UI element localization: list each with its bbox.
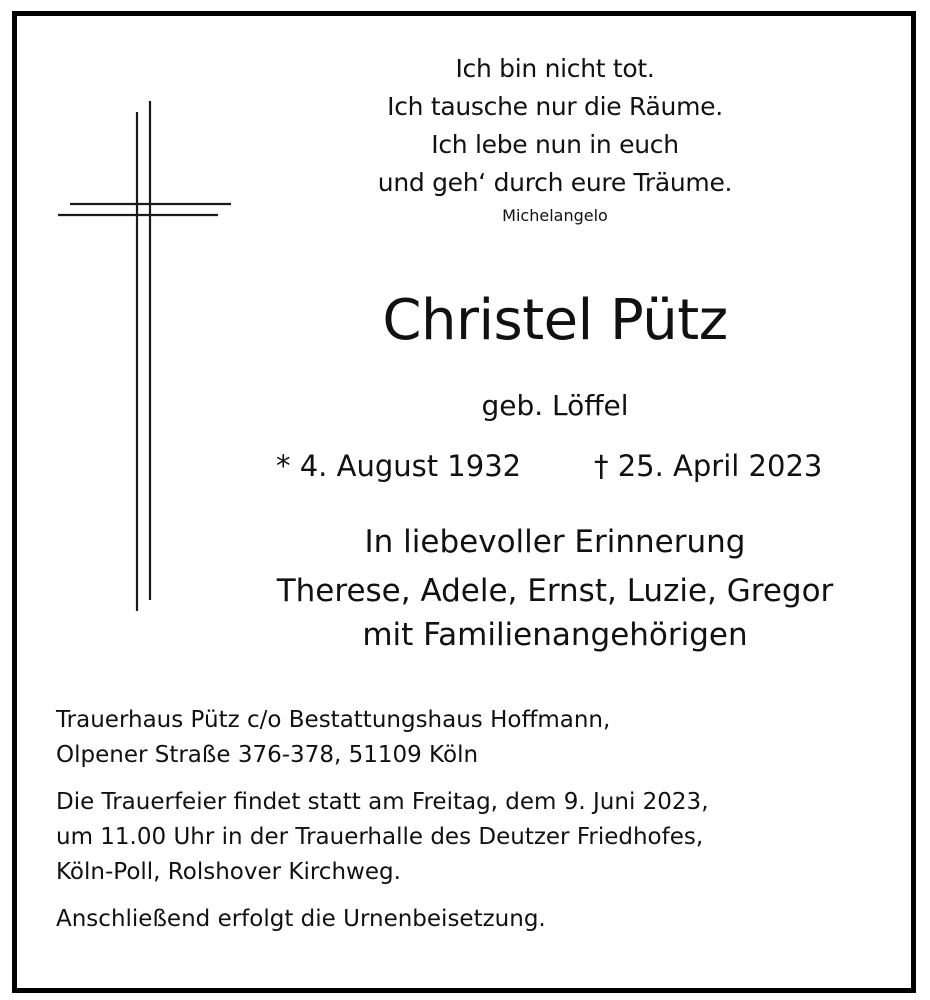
poem-author: Michelangelo <box>502 206 608 225</box>
poem-line: und geh‘ durch eure Träume. <box>377 168 733 197</box>
service-line: Die Trauerfeier findet statt am Freitag, dem 9. Juni 2023, <box>56 789 709 815</box>
family-block <box>230 520 880 657</box>
death-date: † 25. April 2023 <box>594 449 823 483</box>
family-relatives: mit Familienangehörigen <box>362 617 748 653</box>
poem-line: Ich tausche nur die Räume. <box>387 92 723 121</box>
maiden-name: geb. Löffel <box>481 389 629 422</box>
service-line: Köln-Poll, Rolshover Kirchweg. <box>56 859 401 885</box>
poem-line: Ich bin nicht tot. <box>455 54 655 83</box>
service-block <box>56 785 876 890</box>
poem-line: Ich lebe nun in euch <box>431 130 679 159</box>
poem-block <box>230 50 880 227</box>
burial-block <box>56 902 876 937</box>
service-line: um 11.00 Uhr in der Trauerhalle des Deutzer Friedhofes, <box>56 824 704 850</box>
memory-line: In liebevoller Erinnerung <box>364 524 746 560</box>
info-block <box>56 703 876 937</box>
address-line: Olpener Straße 376-378, 51109 Köln <box>56 742 479 768</box>
address-line: Trauerhaus Pütz c/o Bestattungshaus Hoffmann, <box>56 707 611 733</box>
burial-line: Anschließend erfolgt die Urnenbeisetzung. <box>56 906 546 932</box>
family-names: Therese, Adele, Ernst, Luzie, Gregor <box>276 573 834 609</box>
address-block <box>56 703 876 773</box>
birth-date: * 4. August 1932 <box>276 449 522 483</box>
deceased-name: Christel Pütz <box>382 288 728 353</box>
